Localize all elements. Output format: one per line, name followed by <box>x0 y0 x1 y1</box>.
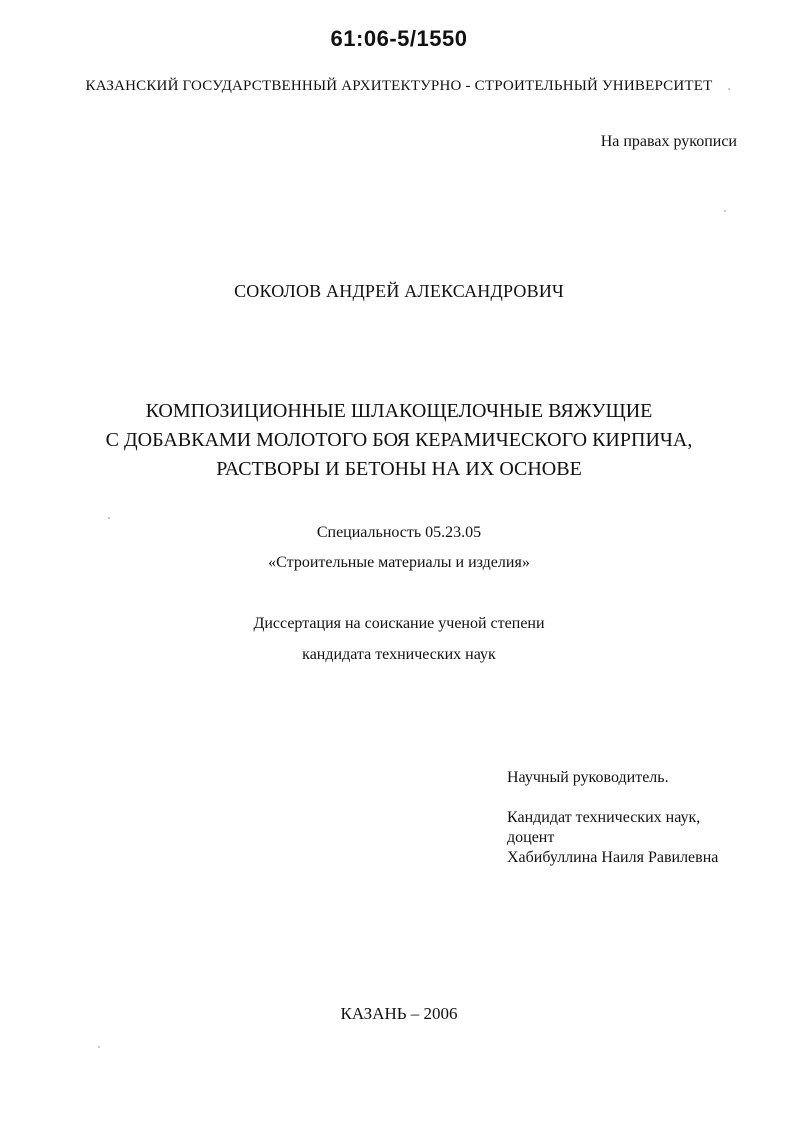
degree-name: кандидата технических наук <box>302 646 496 663</box>
university-name: КАЗАНСКИЙ ГОСУДАРСТВЕННЫЙ АРХИТЕКТУРНО - СТРОИТЕЛЬНЫЙ УНИВЕРСИТЕТ <box>85 78 713 94</box>
supervisor-label: Научный руководитель. <box>507 769 669 786</box>
scan-speck <box>108 517 110 519</box>
scan-speck <box>98 1046 100 1048</box>
dissertation-purpose: Диссертация на соискание ученой степени <box>253 615 545 632</box>
supervisor-name: Хабибуллина Наиля Равилевна <box>507 849 719 866</box>
supervisor-degree: Кандидат технических наук, <box>507 809 701 826</box>
scan-speck <box>724 210 726 212</box>
specialty-code: Специальность 05.23.05 <box>316 524 482 541</box>
title-line-1: КОМПОЗИЦИОННЫЕ ШЛАКОЩЕЛОЧНЫЕ ВЯЖУЩИЕ <box>145 400 653 422</box>
manuscript-rights-note: На правах рукописи <box>600 133 737 150</box>
supervisor-position: доцент <box>507 829 555 846</box>
dissertation-title <box>0 397 798 484</box>
title-line-3: РАСТВОРЫ И БЕТОНЫ НА ИХ ОСНОВЕ <box>216 458 582 480</box>
city-year: КАЗАНЬ – 2006 <box>340 1004 458 1023</box>
specialty-name: «Строительные материалы и изделия» <box>268 554 530 571</box>
library-code: 61:06-5/1550 <box>330 26 468 51</box>
scan-speck <box>728 88 730 90</box>
title-line-2: С ДОБАВКАМИ МОЛОТОГО БОЯ КЕРАМИЧЕСКОГО КИРПИЧА, <box>105 429 693 451</box>
author-name: СОКОЛОВ АНДРЕЙ АЛЕКСАНДРОВИЧ <box>234 281 564 301</box>
